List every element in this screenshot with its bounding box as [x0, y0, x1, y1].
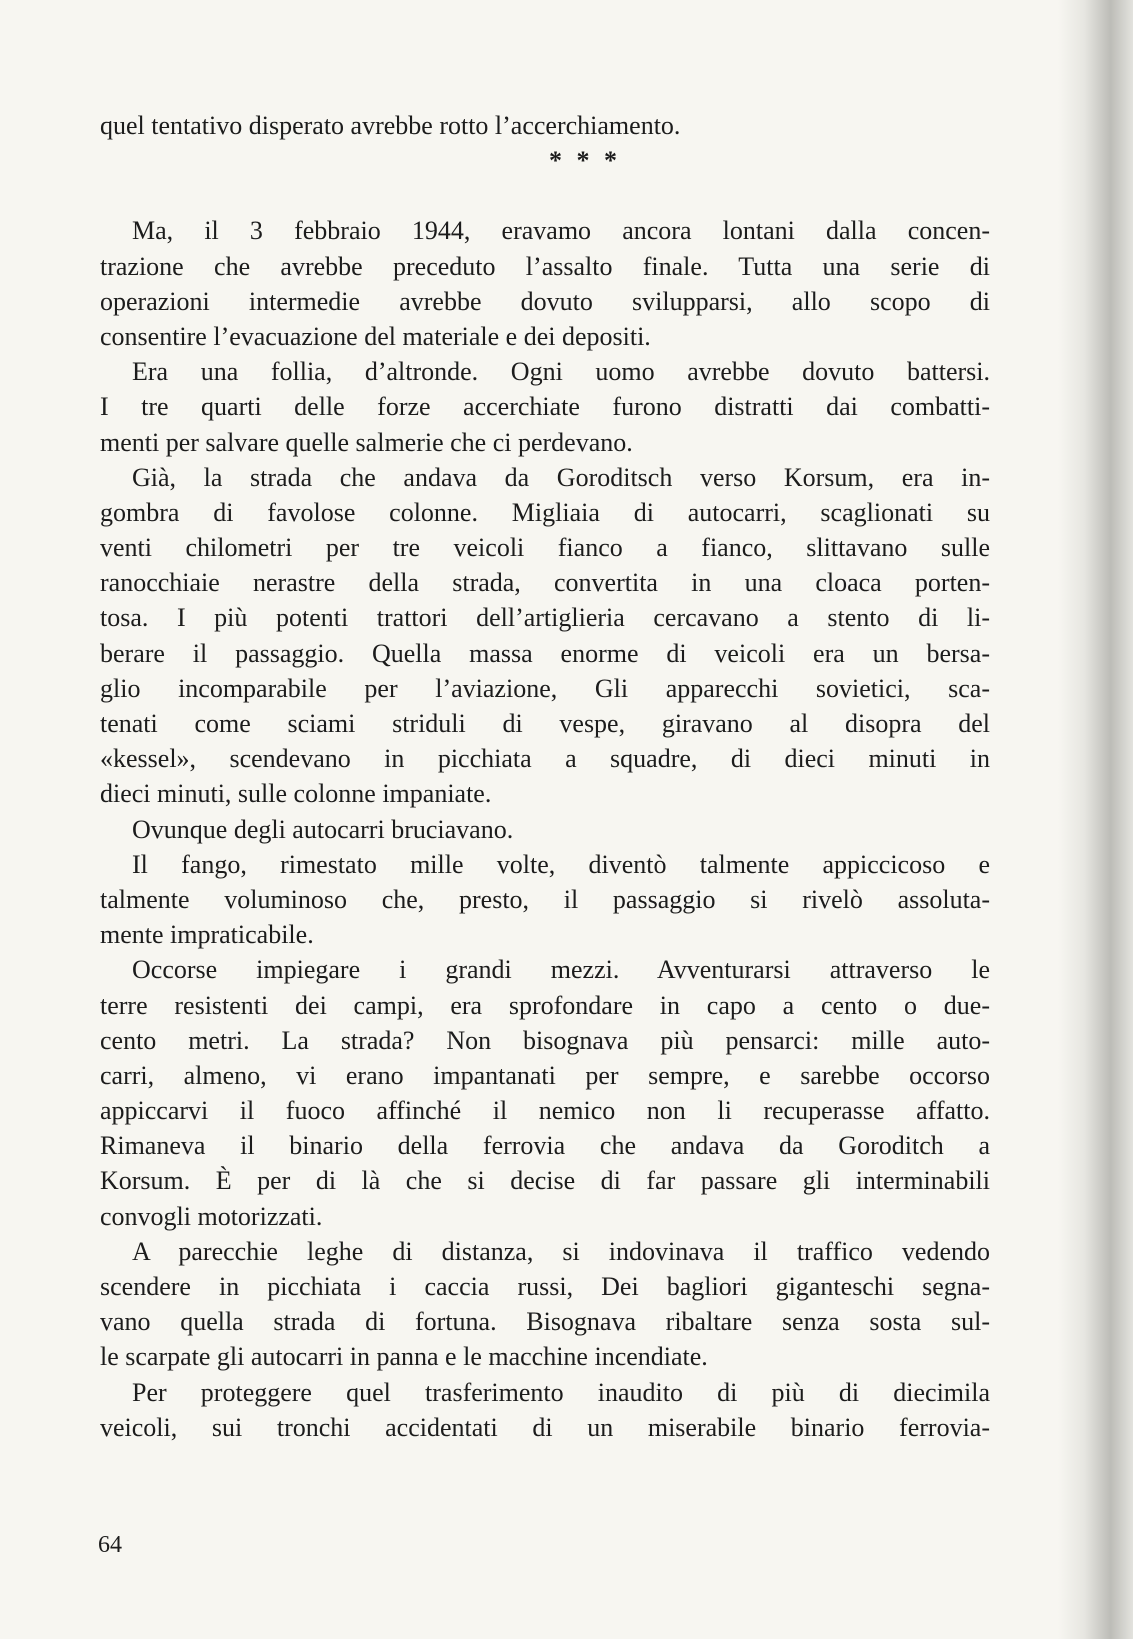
text-line: quel tentativo disperato avrebbe rotto l’accerchiamento. [100, 111, 681, 140]
text-line: A parecchie leghe di distanza, si indovinava il traffico vedendo [132, 1236, 990, 1266]
page-gutter-shadow [1058, 0, 1133, 1639]
text-line: Ma, il 3 febbraio 1944, eravamo ancora lontani dalla concen- [132, 216, 990, 246]
text-line: Era una follia, d’altronde. Ogni uomo avrebbe dovuto battersi. [132, 357, 990, 387]
text-line: talmente voluminoso che, presto, il passaggio si rivelò assoluta- [100, 884, 990, 914]
text-line: Per proteggere quel trasferimento inaudito di più di diecimila [132, 1377, 990, 1407]
text-line: scendere in picchiata i caccia russi, Dei bagliori giganteschi segna- [100, 1272, 990, 1301]
text-line: Korsum. È per di là che si decise di far passare gli interminabili [100, 1166, 990, 1196]
text-line: vano quella strada di fortuna. Bisognava ribaltare senza sosta sul- [100, 1307, 990, 1337]
text-line: Il fango, rimestato mille volte, diventò talmente appiccicoso e [132, 849, 990, 879]
text-line: dieci minuti, sulle colonne impaniate. [100, 779, 492, 809]
text-line: Ovunque degli autocarri bruciavano. [132, 814, 514, 844]
text-line: cento metri. La strada? Non bisognava più pensarci: mille auto- [100, 1025, 990, 1055]
text-line: veicoli, sui tronchi accidentati di un miserabile binario ferrovia- [100, 1412, 990, 1442]
text-line: Occorse impiegare i grandi mezzi. Avventurarsi attraverso le [132, 955, 990, 985]
text-line: trazione che avrebbe preceduto l’assalto finale. Tutta una serie di [100, 251, 990, 281]
blank-line [100, 178, 990, 213]
text-line: I tre quarti delle forze accerchiate furono distratti dai combatti- [100, 392, 990, 422]
text-line: le scarpate gli autocarri in panna e le macchine incendiate. [100, 1342, 708, 1372]
section-break: * * * [549, 146, 621, 176]
text-line: gombra di favolose colonne. Migliaia di autocarri, scaglionati su [100, 497, 990, 527]
text-line: ranocchiaie nerastre della strada, convertita in una cloaca porten- [100, 568, 990, 598]
text-line: tenati come sciami striduli di vespe, giravano al disopra del [100, 709, 990, 738]
text-line: menti per salvare quelle salmerie che ci perdevano. [100, 427, 633, 457]
text-line: convogli motorizzati. [100, 1201, 323, 1231]
body-text [100, 108, 990, 1445]
text-line: carri, almeno, vi erano impantanati per sempre, e sarebbe occorso [100, 1060, 990, 1090]
text-line: «kessel», scendevano in picchiata a squadre, di dieci minuti in [100, 744, 990, 774]
text-line: glio incomparabile per l’aviazione, Gli apparecchi sovietici, sca- [100, 673, 990, 703]
text-line: tosa. I più potenti trattori dell’artiglieria cercavano a stento di li- [100, 603, 990, 633]
text-line: berare il passaggio. Quella massa enorme di veicoli era un bersa- [100, 638, 990, 668]
text-line: Già, la strada che andava da Goroditsch verso Korsum, era in- [132, 462, 990, 492]
text-line: mente impraticabile. [100, 920, 314, 950]
text-line: appiccarvi il fuoco affinché il nemico non li recuperasse affatto. [100, 1096, 990, 1126]
text-line: operazioni intermedie avrebbe dovuto svilupparsi, allo scopo di [100, 286, 990, 316]
text-line: consentire l’evacuazione del materiale e dei depositi. [100, 321, 651, 351]
page-number: 64 [98, 1532, 122, 1558]
text-line: venti chilometri per tre veicoli fianco a fianco, slittavano sulle [100, 533, 990, 563]
text-line: terre resistenti dei campi, era sprofondare in capo a cento o due- [100, 990, 990, 1020]
text-line: Rimaneva il binario della ferrovia che andava da Goroditch a [100, 1131, 990, 1161]
